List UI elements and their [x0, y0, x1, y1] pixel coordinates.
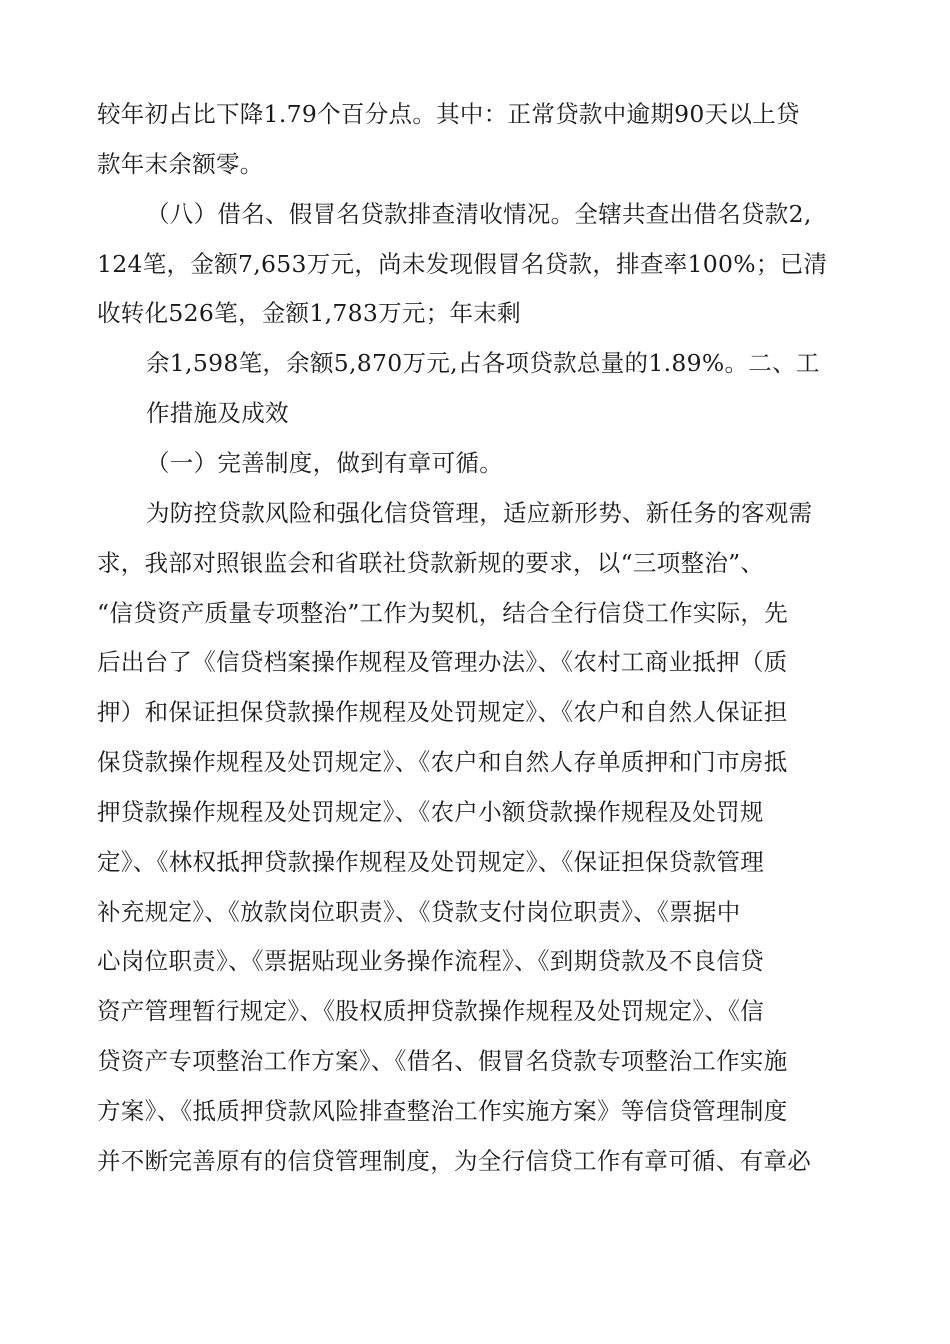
body-text-line: 定》、《林权抵押贷款操作规程及处罚规定》、《保证担保贷款管理 [97, 848, 764, 876]
body-text-line: 后出台了《信贷档案操作规程及管理办法》、《农村工商业抵押（质 [97, 648, 788, 676]
body-text-line: 收转化526笔，金额1,783万元；年末剩 [97, 299, 521, 327]
section-heading-line: （八）借名、假冒名贷款排查清收情况。全辖共查出借名贷款2, [146, 200, 812, 228]
section-heading-line: 作措施及成效 [146, 399, 289, 427]
body-text-line: 较年初占比下降1.79个百分点。其中：正常贷款中逾期90天以上贷 [97, 100, 800, 128]
body-text-line: 贷资产专项整治工作方案》、《借名、假冒名贷款专项整治工作实施 [97, 1047, 788, 1075]
body-text-line: 款年末余额零。 [97, 150, 264, 178]
body-text-line: 方案》、《抵质押贷款风险排查整治工作实施方案》等信贷管理制度 [97, 1097, 788, 1125]
body-text-line: 押）和保证担保贷款操作规程及处罚规定》、《农户和自然人保证担 [97, 698, 788, 726]
body-text-line: 补充规定》、《放款岗位职责》、《贷款支付岗位职责》、《票据中 [97, 898, 741, 926]
body-text-line: 求，我部对照银监会和省联社贷款新规的要求，以“三项整治”、 [97, 549, 765, 577]
body-text-line: 为防控贷款风险和强化信贷管理，适应新形势、新任务的客观需 [146, 499, 813, 527]
body-text-line: 押贷款操作规程及处罚规定》、《农户小额贷款操作规程及处罚规 [97, 798, 764, 826]
body-text-line: 余1,598笔，余额5,870万元,占各项贷款总量的1.89%。二、工 [146, 349, 820, 377]
body-text-line: 保贷款操作规程及处罚规定》、《农户和自然人存单质押和门市房抵 [97, 748, 788, 776]
body-text-line: 资产管理暂行规定》、《股权质押贷款操作规程及处罚规定》、《信 [97, 997, 764, 1025]
body-text-line: 心岗位职责》、《票据贴现业务操作流程》、《到期贷款及不良信贷 [97, 947, 764, 975]
body-text-line: 并不断完善原有的信贷管理制度，为全行信贷工作有章可循、有章必 [97, 1147, 811, 1175]
subsection-heading-line: （一）完善制度，做到有章可循。 [146, 449, 503, 477]
body-text-line: “信贷资产质量专项整治”工作为契机，结合全行信贷工作实际，先 [97, 599, 789, 627]
body-text-line: 124笔，金额7,653万元，尚未发现假冒名贷款，排查率100%；已清 [97, 250, 828, 278]
